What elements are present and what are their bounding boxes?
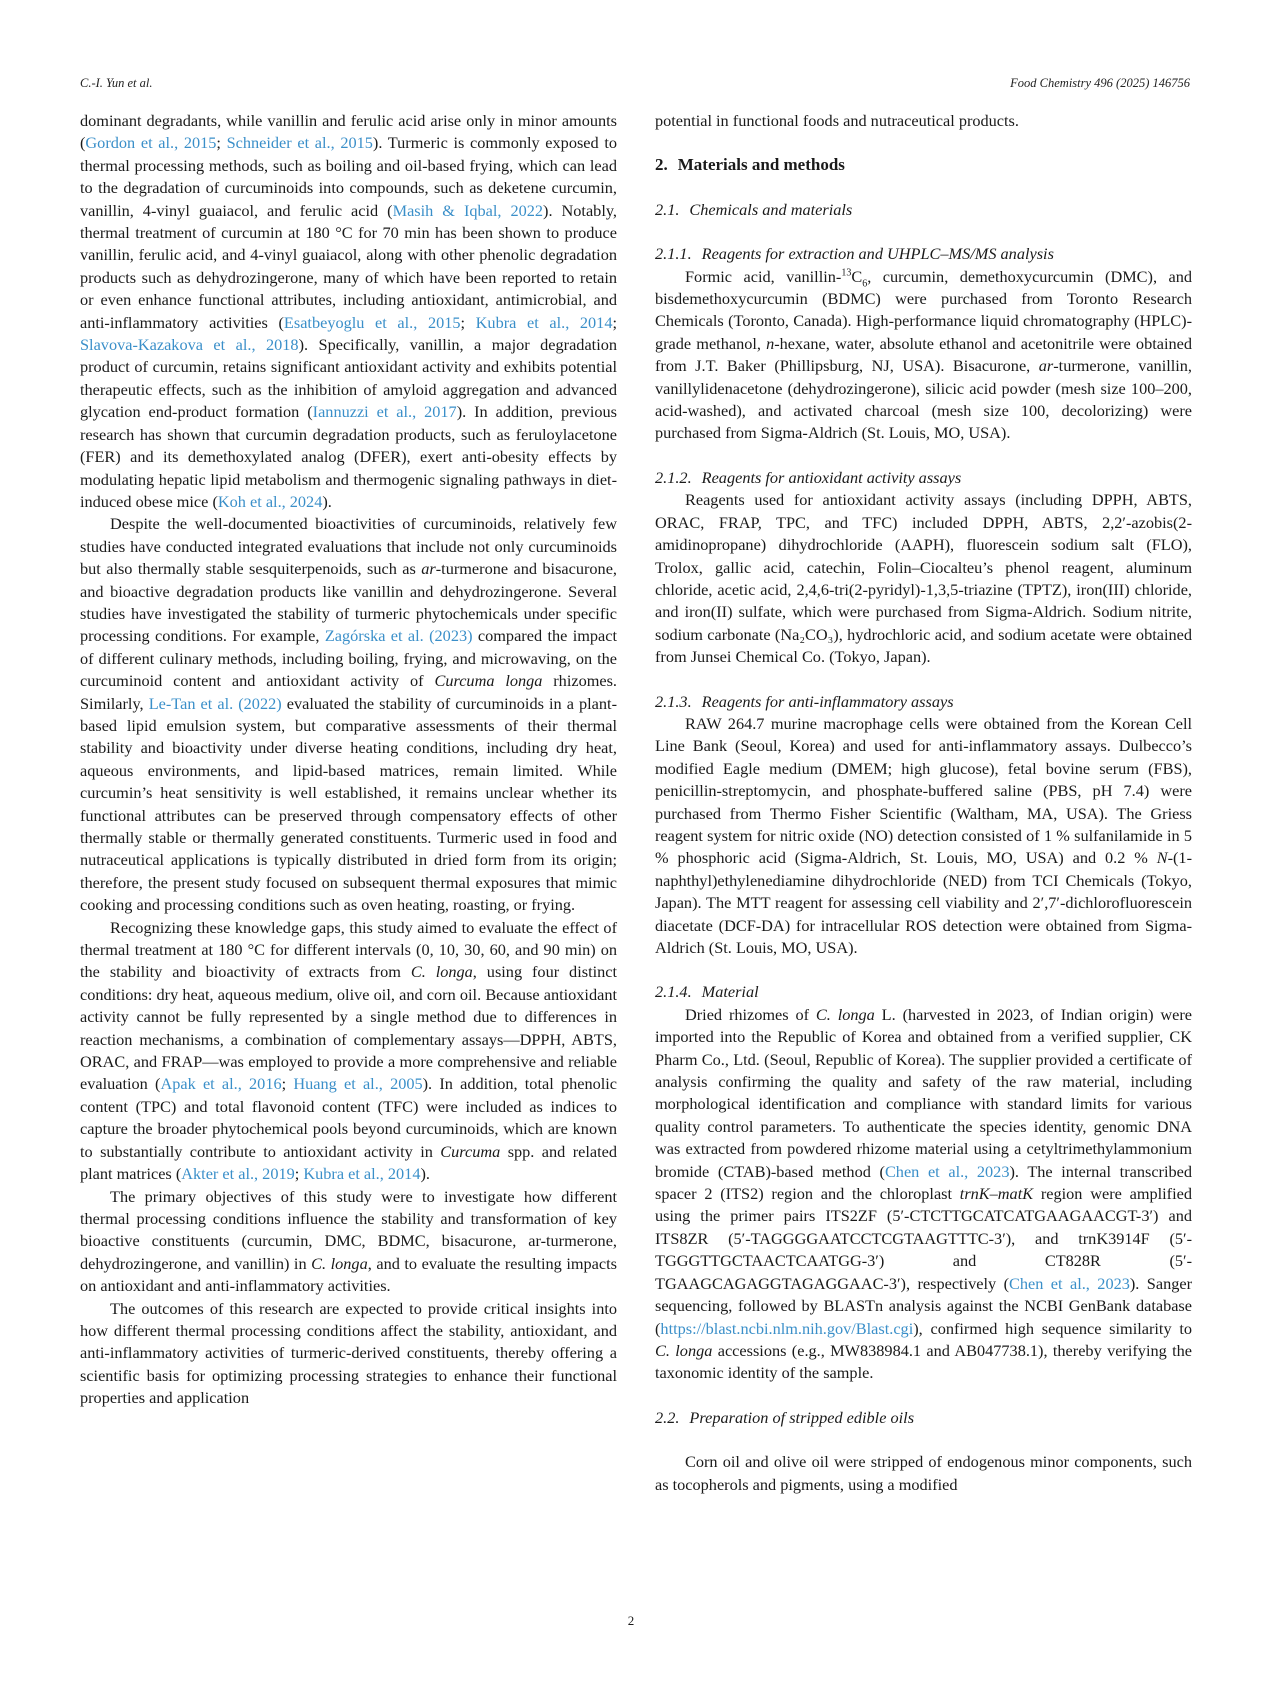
citation-link[interactable]: Masih & Iqbal, 2022 <box>392 200 544 220</box>
citation-link[interactable]: Kubra et al., 2014 <box>475 312 613 332</box>
citation-link[interactable]: Zagórska et al. (2023) <box>324 626 473 646</box>
citation-link[interactable]: Gordon et al., 2015 <box>85 133 217 153</box>
paragraph-extraction-reagents: Formic acid, vanillin-$^{13}C_6$, curcumin, demethoxycurcumin (DMC), and bisdemethoxycurcumin (BDMC) were purchased from Toronto Research Chemicals (Toronto, Canada). High-performance liquid chromatography (HPLC)-grade methanol, n-hexane, water, absolute ethanol and acetonitrile were obtained from J.T. Baker (Phillipsburg, NJ, USA). Bisacurone, ar-turmerone, vanillin, vanillylidenacetone (dehydrozingerone), silicic acid powder (mesh size 100–200, acid-washed), and activated charcoal (mesh size 100, decolorizing) were purchased from Sigma-Aldrich (St. Louis, MO, USA). <box>655 266 1193 443</box>
blast-url-link[interactable]: https://blast.ncbi.nlm.nih.gov/Blast.cgi <box>660 1318 914 1338</box>
citation-link[interactable]: Iannuzzi et al., 2017 <box>312 402 457 422</box>
subsection-heading-chemicals: 2.1. Chemicals and materials <box>655 199 853 219</box>
intro-paragraph-3: Recognizing these knowledge gaps, this study aimed to evaluate the effect of thermal treatment at 180 °C for different intervals (0, 10, 30, 60, and 90 min) on the stability and bioactivity of extracts from C. longa, using four distinct conditions: dry heat, aqueous medium, olive oil, and corn oil. Because antioxidant activity cannot be fully represented by a single method due to differences in reaction mechanisms, a combination of complementary assays—DPPH, ABTS, ORAC, and FRAP—was employed to provide a more comprehensive and reliable evaluation (Apak et al., 2016; Huang et al., 2005). In addition, total phenolic content (TPC) and total flavonoid content (TFC) were included as indices to capture the broader phytochemical pools beyond curcuminoids, which are known to substantially contribute to antioxidant activity in Curcuma spp. and related plant matrices (Akter et al., 2019; Kubra et al., 2014). <box>80 917 618 1184</box>
subsubsection-heading-extraction-reagents: 2.1.1. Reagents for extraction and UHPLC–MS/MS analysis <box>655 244 1054 264</box>
citation-link[interactable]: Chen et al., 2023 <box>884 1161 1010 1181</box>
intro-paragraph-1: dominant degradants, while vanillin and ferulic acid arise only in minor amounts (Gordon et al., 2015; Schneider et al., 2015). Turmeric is commonly exposed to thermal processing methods, such as boiling and oil-based frying, which can lead to the degradation of curcuminoids into compounds, such as deketene curcumin, vanillin, 4-vinyl guaiacol, and ferulic acid (Masih & Iqbal, 2022). Notably, thermal treatment of curcumin at 180 °C for 70 min has been shown to produce vanillin, ferulic acid, and 4-vinyl guaiacol, along with other phenolic degradation products such as dehydrozingerone, many of which have been reported to retain or even enhance functional attributes, including antioxidant, antimicrobial, and anti-inflammatory activities (Esatbeyoglu et al., 2015; Kubra et al., 2014; Slavova-Kazakova et al., 2018). Specifically, vanillin, a major degradation product of curcumin, retains significant antioxidant activity and exhibits potential therapeutic effects, such as the inhibition of amyloid aggregation and advanced glycation end-product formation (Iannuzzi et al., 2017). In addition, previous research has shown that curcumin degradation products, such as feruloylacetone (FER) and its demethoxylated analog (DFER), exert anti-obesity effects by modulating hepatic lipid metabolism and thermogenic signaling pathways in diet-induced obese mice (Koh et al., 2024). <box>80 111 618 511</box>
citation-link[interactable]: Chen et al., 2023 <box>1009 1273 1130 1293</box>
intro-paragraph-5-continued: potential in functional foods and nutraceutical products. <box>655 111 1019 130</box>
citation-link[interactable]: Akter et al., 2019 <box>181 1164 295 1184</box>
citation-link[interactable]: Koh et al., 2024 <box>217 491 323 511</box>
citation-link[interactable]: Kubra et al., 2014 <box>303 1164 421 1184</box>
page-number: 2 <box>627 1613 635 1628</box>
citation-link[interactable]: Schneider et al., 2015 <box>226 133 373 153</box>
citation-link[interactable]: Huang et al., 2005 <box>293 1074 423 1094</box>
paragraph-antioxidant-reagents: Reagents used for antioxidant activity assays (including DPPH, ABTS, ORAC, FRAP, TPC, and TFC) included DPPH, ABTS, 2,2′-azobis(2-amidinopropane) dihydrochloride (AAPH), fluorescein sodium salt (FLO), Trolox, gallic acid, catechin, Folin–Ciocalteu’s phenol reagent, aluminum chloride, acetic acid, 2,4,6-tri(2-pyridyl)-1,3,5-triazine (TPTZ), iron(III) chloride, and iron(II) sulfate, which were purchased from Sigma-Aldrich. Sodium nitrite, sodium carbonate (Na₂CO₃), hydrochloric acid, and sodium acetate were obtained from Junsei Chemical Co. (Tokyo, Japan). <box>655 490 1192 667</box>
intro-paragraph-4: The primary objectives of this study were to investigate how different thermal processing conditions influence the stability and transformation of key bioactive constituents (curcumin, DMC, BDMC, bisacurone, ar-turmerone, dehydrozingerone, and vanillin) in C. longa, and to evaluate the resulting impacts on antioxidant and anti-inflammatory activities. <box>80 1186 617 1296</box>
running-head-authors: C.-I. Yun et al. <box>80 76 153 90</box>
citation-link[interactable]: Le-Tan et al. (2022) <box>148 693 282 713</box>
intro-paragraph-2: Despite the well-documented bioactivities of curcuminoids, relatively few studies have conducted integrated evaluations that include not only curcuminoids but also thermally stable sesquiterpenoids, such as ar-turmerone and bisacurone, and bioactive degradation products like vanillin and dehydrozingerone. Several studies have investigated the stability of turmeric phytochemicals under specific processing conditions. For example, Zagórska et al. (2023) compared the impact of different culinary methods, including boiling, frying, and microwaving, on the curcuminoid content and antioxidant activity of Curcuma longa rhizomes. Similarly, Le-Tan et al. (2022) evaluated the stability of curcuminoids in a plant-based lipid emulsion system, but comparative assessments of their thermal stability and bioactivity under diverse heating conditions, including dry heat, aqueous environments, and lipid-based matrices, remain limited. While curcumin’s heat sensitivity is well established, it remains unclear whether its functional attributes can be preserved through compensatory effects of other thermally stable or thermally generated constituents. Turmeric used in food and nutraceutical applications is typically distributed in dried form from its origin; therefore, the present study focused on subsequent thermal exposures that mimic cooking and processing conditions such as oven heating, roasting, or frying. <box>80 514 618 915</box>
subsubsection-heading-anti-inflammatory-reagents: 2.1.3. Reagents for anti-inflammatory assays <box>655 691 954 711</box>
subsubsection-heading-antioxidant-reagents: 2.1.2. Reagents for antioxidant activity assays <box>655 467 962 487</box>
citation-link[interactable]: Slavova-Kazakova et al., 2018 <box>80 335 299 355</box>
left-column <box>80 110 617 1410</box>
citation-link[interactable]: Apak et al., 2016 <box>160 1074 282 1094</box>
paragraph-anti-inflammatory-reagents: RAW 264.7 murine macrophage cells were obtained from the Korean Cell Line Bank (Seoul, Korea) and used for anti-inflammatory assays. Dulbecco’s modified Eagle medium (DMEM; high glucose), fetal bovine serum (FBS), penicillin-streptomycin, and phosphate-buffered saline (PBS, pH 7.4) were purchased from Thermo Fisher Scientific (Waltham, MA, USA). The Griess reagent system for nitric oxide (NO) detection consisted of 1 % sulfanilamide in 5 % phosphoric acid (Sigma-Aldrich, St. Louis, MO, USA) and 0.2 % N-(1-naphthyl)ethylenediamine dihydrochloride (NED) from TCI Chemicals (Tokyo, Japan). The MTT reagent for assessing cell viability and 2′,7′-dichlorofluorescein diacetate (DCF-DA) for intracellular ROS detection were obtained from Sigma-Aldrich (St. Louis, MO, USA). <box>655 713 1192 957</box>
paragraph-material: Dried rhizomes of C. longa L. (harvested in 2023, of Indian origin) were imported into the Republic of Korea and obtained from a verified supplier, CK Pharm Co., Ltd. (Seoul, Republic of Korea). The supplier provided a certificate of analysis confirming the quality and safety of the raw material, including morphological identification and compliance with standard limits for various quality control parameters. To authenticate the species identity, genomic DNA was extracted from powdered rhizome material using a cetyltrimethylammonium bromide (CTAB)-based method (Chen et al., 2023). The internal transcribed spacer 2 (ITS2) region and the chloroplast trnK–matK region were amplified using the primer pairs ITS2ZF (5′-CTCTTGCATCATGAAGAACGT-3′) and ITS8ZR (5′-TAGGGGAATCCTCGTAAGTTTC-3′), and trnK3914F (5′-TGGGTTGCTAACTCAATGG-3′) and CT828R (5′-TGAAGCAGAGGTAGAGGAAC-3′), respectively (Chen et al., 2023). Sanger sequencing, followed by BLASTn analysis against the NCBI GenBank database (https://blast.ncbi.nlm.nih.gov/Blast.cgi), confirmed high sequence similarity to C. longa accessions (e.g., MW838984.1 and AB047738.1), thereby verifying the taxonomic identity of the sample. <box>655 1004 1193 1383</box>
subsection-heading-stripped-oils: 2.2. Preparation of stripped edible oils <box>655 1407 915 1427</box>
running-head-journal: Food Chemistry 496 (2025) 146756 <box>1010 76 1190 90</box>
intro-paragraph-5: The outcomes of this research are expected to provide critical insights into how different thermal processing conditions affect the stability, antioxidant, and anti-inflammatory activities of turmeric-derived constituents, thereby offering a scientific basis for optimizing processing strategies to enhance their functional properties and application <box>80 1298 617 1408</box>
citation-link[interactable]: Esatbeyoglu et al., 2015 <box>283 312 461 332</box>
right-column <box>655 110 1192 1496</box>
subsubsection-heading-material: 2.1.4. Material <box>655 982 759 1002</box>
section-heading-materials-methods: 2. Materials and methods <box>655 155 845 175</box>
paragraph-stripped-oils: Corn oil and olive oil were stripped of endogenous minor components, such as tocopherols and pigments, using a modified <box>655 1452 1192 1494</box>
